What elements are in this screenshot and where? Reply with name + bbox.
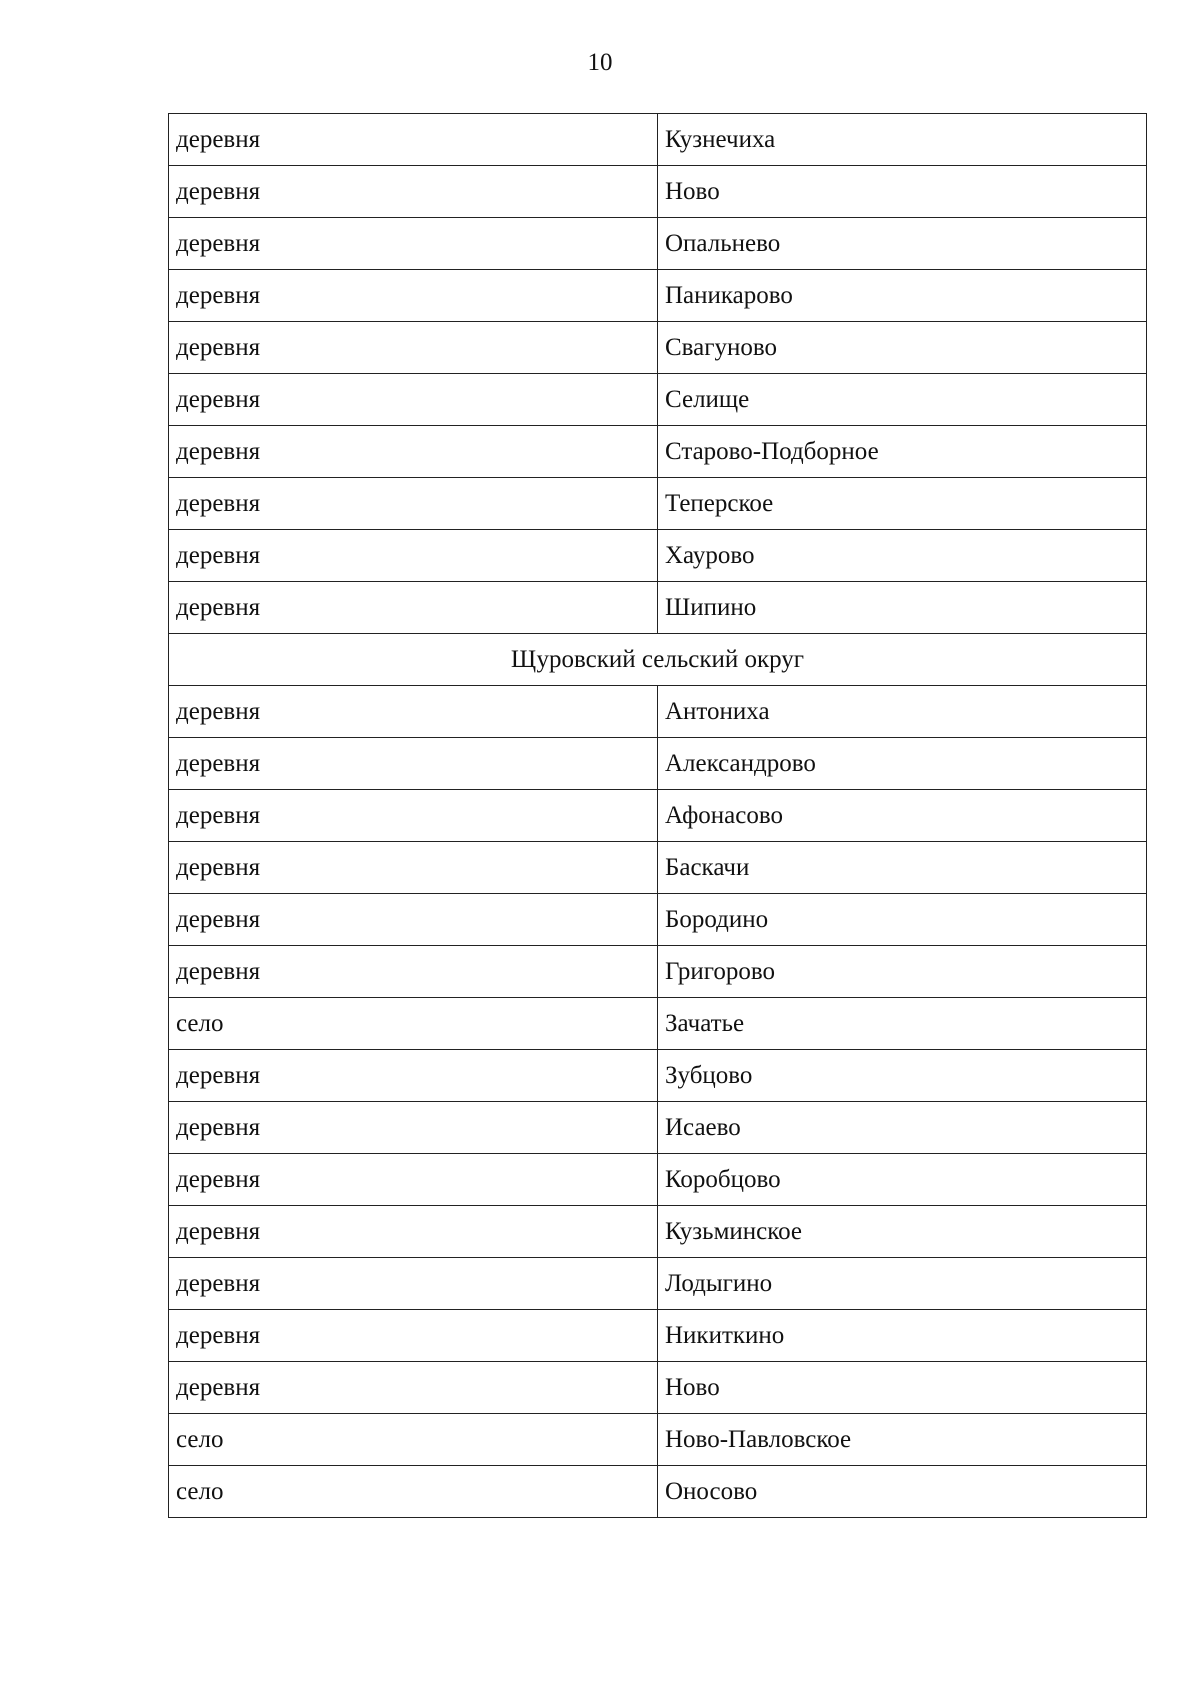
settlement-type-cell: село (169, 998, 658, 1050)
table-row (169, 1362, 1147, 1414)
table-row (169, 1466, 1147, 1518)
settlement-type-cell: деревня (169, 842, 658, 894)
table-row (169, 790, 1147, 842)
settlement-name-cell: Ново (658, 1362, 1147, 1414)
settlement-type-cell: деревня (169, 322, 658, 374)
settlement-name-cell: Александрово (658, 738, 1147, 790)
settlement-type-cell: деревня (169, 686, 658, 738)
settlement-name-cell: Коробцово (658, 1154, 1147, 1206)
settlement-type-cell: деревня (169, 218, 658, 270)
settlement-name-cell: Григорово (658, 946, 1147, 998)
table-row (169, 530, 1147, 582)
settlement-name-cell: Старово-Подборное (658, 426, 1147, 478)
settlement-type-cell: деревня (169, 1310, 658, 1362)
settlement-type-cell: село (169, 1466, 658, 1518)
settlement-name-cell: Шипино (658, 582, 1147, 634)
section-title: Щуровский сельский округ (169, 634, 1147, 686)
settlement-name-cell: Антониха (658, 686, 1147, 738)
settlements-table (168, 113, 1147, 1518)
table-row (169, 686, 1147, 738)
table-row (169, 478, 1147, 530)
settlements-table-body (169, 114, 1147, 1518)
section-header-row (169, 634, 1147, 686)
table-row (169, 1258, 1147, 1310)
settlement-name-cell: Никиткино (658, 1310, 1147, 1362)
table-row (169, 322, 1147, 374)
settlement-type-cell: деревня (169, 270, 658, 322)
settlement-type-cell: деревня (169, 1206, 658, 1258)
table-row (169, 738, 1147, 790)
table-row (169, 1154, 1147, 1206)
table-row (169, 1050, 1147, 1102)
settlement-name-cell: Зубцово (658, 1050, 1147, 1102)
settlement-name-cell: Ново-Павловское (658, 1414, 1147, 1466)
table-row (169, 166, 1147, 218)
settlement-name-cell: Баскачи (658, 842, 1147, 894)
settlement-name-cell: Бородино (658, 894, 1147, 946)
settlement-name-cell: Паникарово (658, 270, 1147, 322)
settlement-name-cell: Опальнево (658, 218, 1147, 270)
settlement-name-cell: Теперское (658, 478, 1147, 530)
settlement-type-cell: деревня (169, 946, 658, 998)
table-row (169, 894, 1147, 946)
settlement-type-cell: деревня (169, 894, 658, 946)
table-row (169, 1206, 1147, 1258)
settlement-name-cell: Селище (658, 374, 1147, 426)
settlement-type-cell: село (169, 1414, 658, 1466)
settlement-name-cell: Оносово (658, 1466, 1147, 1518)
table-row (169, 114, 1147, 166)
table-row (169, 374, 1147, 426)
settlement-name-cell: Кузьминское (658, 1206, 1147, 1258)
settlement-type-cell: деревня (169, 530, 658, 582)
settlement-type-cell: деревня (169, 790, 658, 842)
settlement-type-cell: деревня (169, 114, 658, 166)
settlement-type-cell: деревня (169, 582, 658, 634)
settlement-type-cell: деревня (169, 426, 658, 478)
settlement-type-cell: деревня (169, 374, 658, 426)
settlement-name-cell: Исаево (658, 1102, 1147, 1154)
table-row (169, 426, 1147, 478)
table-row (169, 998, 1147, 1050)
table-row (169, 946, 1147, 998)
settlement-name-cell: Свагуново (658, 322, 1147, 374)
settlement-type-cell: деревня (169, 1050, 658, 1102)
settlement-type-cell: деревня (169, 1362, 658, 1414)
page-number: 10 (587, 49, 613, 76)
settlement-name-cell: Лодыгино (658, 1258, 1147, 1310)
table-row (169, 1102, 1147, 1154)
settlement-name-cell: Хаурово (658, 530, 1147, 582)
table-row (169, 270, 1147, 322)
table-row (169, 218, 1147, 270)
settlement-name-cell: Афонасово (658, 790, 1147, 842)
settlement-type-cell: деревня (169, 166, 658, 218)
settlement-name-cell: Ново (658, 166, 1147, 218)
settlement-type-cell: деревня (169, 1258, 658, 1310)
settlement-type-cell: деревня (169, 1102, 658, 1154)
settlement-type-cell: деревня (169, 478, 658, 530)
table-row (169, 582, 1147, 634)
table-row (169, 1310, 1147, 1362)
settlement-name-cell: Кузнечиха (658, 114, 1147, 166)
table-row (169, 1414, 1147, 1466)
settlement-type-cell: деревня (169, 738, 658, 790)
settlement-type-cell: деревня (169, 1154, 658, 1206)
table-row (169, 842, 1147, 894)
settlement-name-cell: Зачатье (658, 998, 1147, 1050)
